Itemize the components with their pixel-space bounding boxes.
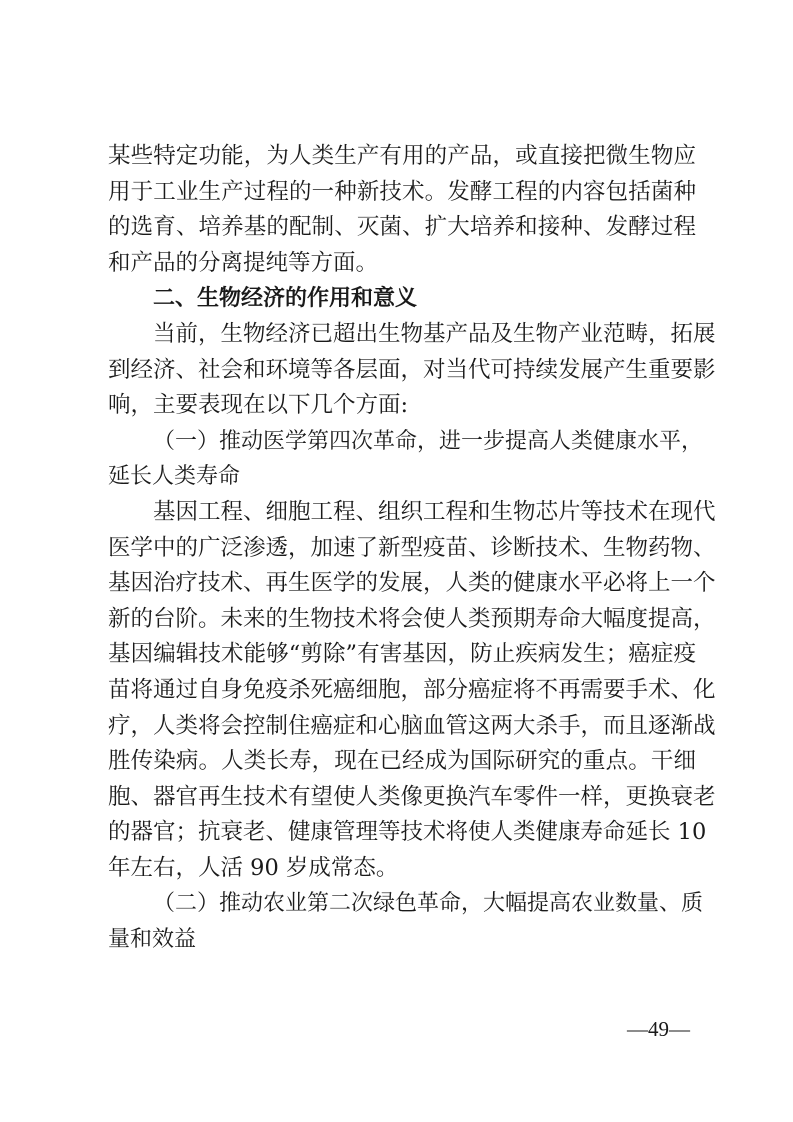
paragraph-line: 某些特定功能，为人类生产有用的产品，或直接把微生物应 <box>108 143 696 169</box>
paragraph-line: 苗将通过自身免疫杀死癌细胞，部分癌症将不再需要手术、化 <box>108 676 716 703</box>
paragraph-line: 年左右，人活 90 岁成常态。 <box>108 854 399 881</box>
paragraph-line: 的选育、培养基的配制、灭菌、扩大培养和接种、发酵过程 <box>108 214 696 241</box>
paragraph-line: 医学中的广泛渗透，加速了新型疫苗、诊断技术、生物药物、 <box>108 534 716 561</box>
paragraph-line: 响，主要表现在以下几个方面: <box>108 392 409 419</box>
subsection-heading: （二）推动农业第二次绿色革命，大幅提高农业数量、质 <box>153 891 704 917</box>
subsection-heading: （一）推动医学第四次革命，进一步提高人类健康水平， <box>153 428 704 454</box>
paragraph-line: 和产品的分离提纯等方面。 <box>108 249 379 276</box>
section-heading: 二、生物经济的作用和意义 <box>153 286 418 312</box>
paragraph-line: 基因治疗技术、再生医学的发展，人类的健康水平必将上一个 <box>108 570 716 597</box>
body-text <box>108 139 716 958</box>
paragraph-line: 的器官；抗衰老、健康管理等技术将使人类健康寿命延长 10 <box>108 819 707 846</box>
paragraph-line: 新的台阶。未来的生物技术将会使人类预期寿命大幅度提高， <box>108 605 716 632</box>
page-number: —49— <box>627 1017 690 1041</box>
subsection-heading: 延长人类寿命 <box>108 464 241 490</box>
paragraph-line: 疗，人类将会控制住癌症和心脑血管这两大杀手，而且逐渐战 <box>108 712 716 739</box>
paragraph-line: 基因编辑技术能够“剪除”有害基因，防止疾病发生；癌症疫 <box>108 641 696 668</box>
subsection-heading: 量和效益 <box>108 927 197 953</box>
paragraph-line: 基因工程、细胞工程、组织工程和生物芯片等技术在现代 <box>153 498 716 525</box>
paragraph-line: 胞、器官再生技术有望使人类像更换汽车零件一样，更换衰老 <box>108 783 716 810</box>
paragraph-line: 用于工业生产过程的一种新技术。发酵工程的内容包括菌种 <box>108 178 696 205</box>
paragraph-line: 当前，生物经济已超出生物基产品及生物产业范畴，拓展 <box>153 320 716 347</box>
paragraph-line: 到经济、社会和环境等各层面，对当代可持续发展产生重要影 <box>108 356 716 383</box>
paragraph-line: 胜传染病。人类长寿，现在已经成为国际研究的重点。干细 <box>108 748 696 775</box>
